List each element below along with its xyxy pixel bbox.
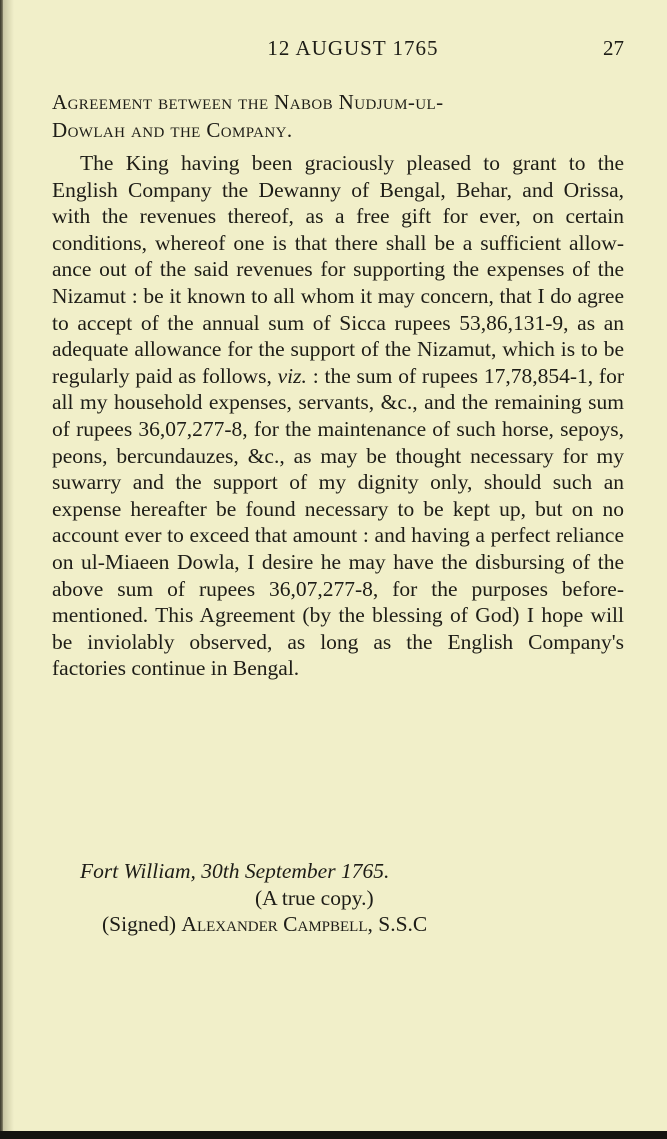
signoff-block	[52, 858, 632, 938]
body-text-part-1: The King having been graciously pleased to grant to the English Company the Dewanny of Bengal, Behar, and Orissa, with the revenues thereof, as a free gift for ever, on certain conditions, whereof one is that there shall be a sufficient allowance out of the said revenues for supporting the expenses of the Nizamut : be it known to all whom it may concern, that I do agree to accept of the annual sum of Sicca rupees 53,86,131-9, as an adequate allowance for the support of the Nizamut, which is to be regularly paid as follows,	[52, 151, 624, 388]
heading-line-2: Dowlah and the Company.	[52, 118, 293, 142]
signature-line	[52, 911, 632, 938]
place-and-date: Fort William, 30th September 1765.	[80, 859, 390, 883]
running-head	[82, 36, 624, 66]
running-title: 12 AUGUST 1765	[267, 36, 439, 60]
page-gutter-shadow	[4, 0, 14, 1139]
viz-abbreviation: viz.	[277, 363, 307, 388]
agreement-body	[52, 150, 624, 682]
page-number: 27	[603, 36, 624, 60]
agreement-heading	[52, 88, 627, 144]
signatory-name: Alexander Campbell,	[181, 912, 373, 936]
signed-prefix: (Signed)	[102, 912, 182, 936]
heading-line-1: Agreement between the Nabob Nudjum-ul-	[52, 90, 444, 114]
true-copy-note: (A true copy.)	[255, 885, 374, 910]
page-bottom-edge	[0, 1131, 667, 1139]
signatory-title: S.S.C	[372, 912, 428, 936]
body-text-part-2: : the sum of rupees 17,78,854-1, for all my household expenses, servants, &c., and the remaining sum of rupees 36,07,277-8, for the maintenance of such horse, sepoys, peons, bercundauzes, &c., as may be thought necessary for my suwarry and the support of my dignity only, should such an expense hereafter be found necessary to be kept up, but on no account ever to exceed that amount : and having a perfect reliance on ul-Miaeen Dowla, I desire he may have the disbursing of the above sum of rupees 36,07,277-8, for the purposes beforementioned. This Agreement (by the blessing of God) I hope will be inviolably observed, as long as the English Company's factories continue in Bengal.	[52, 363, 624, 681]
